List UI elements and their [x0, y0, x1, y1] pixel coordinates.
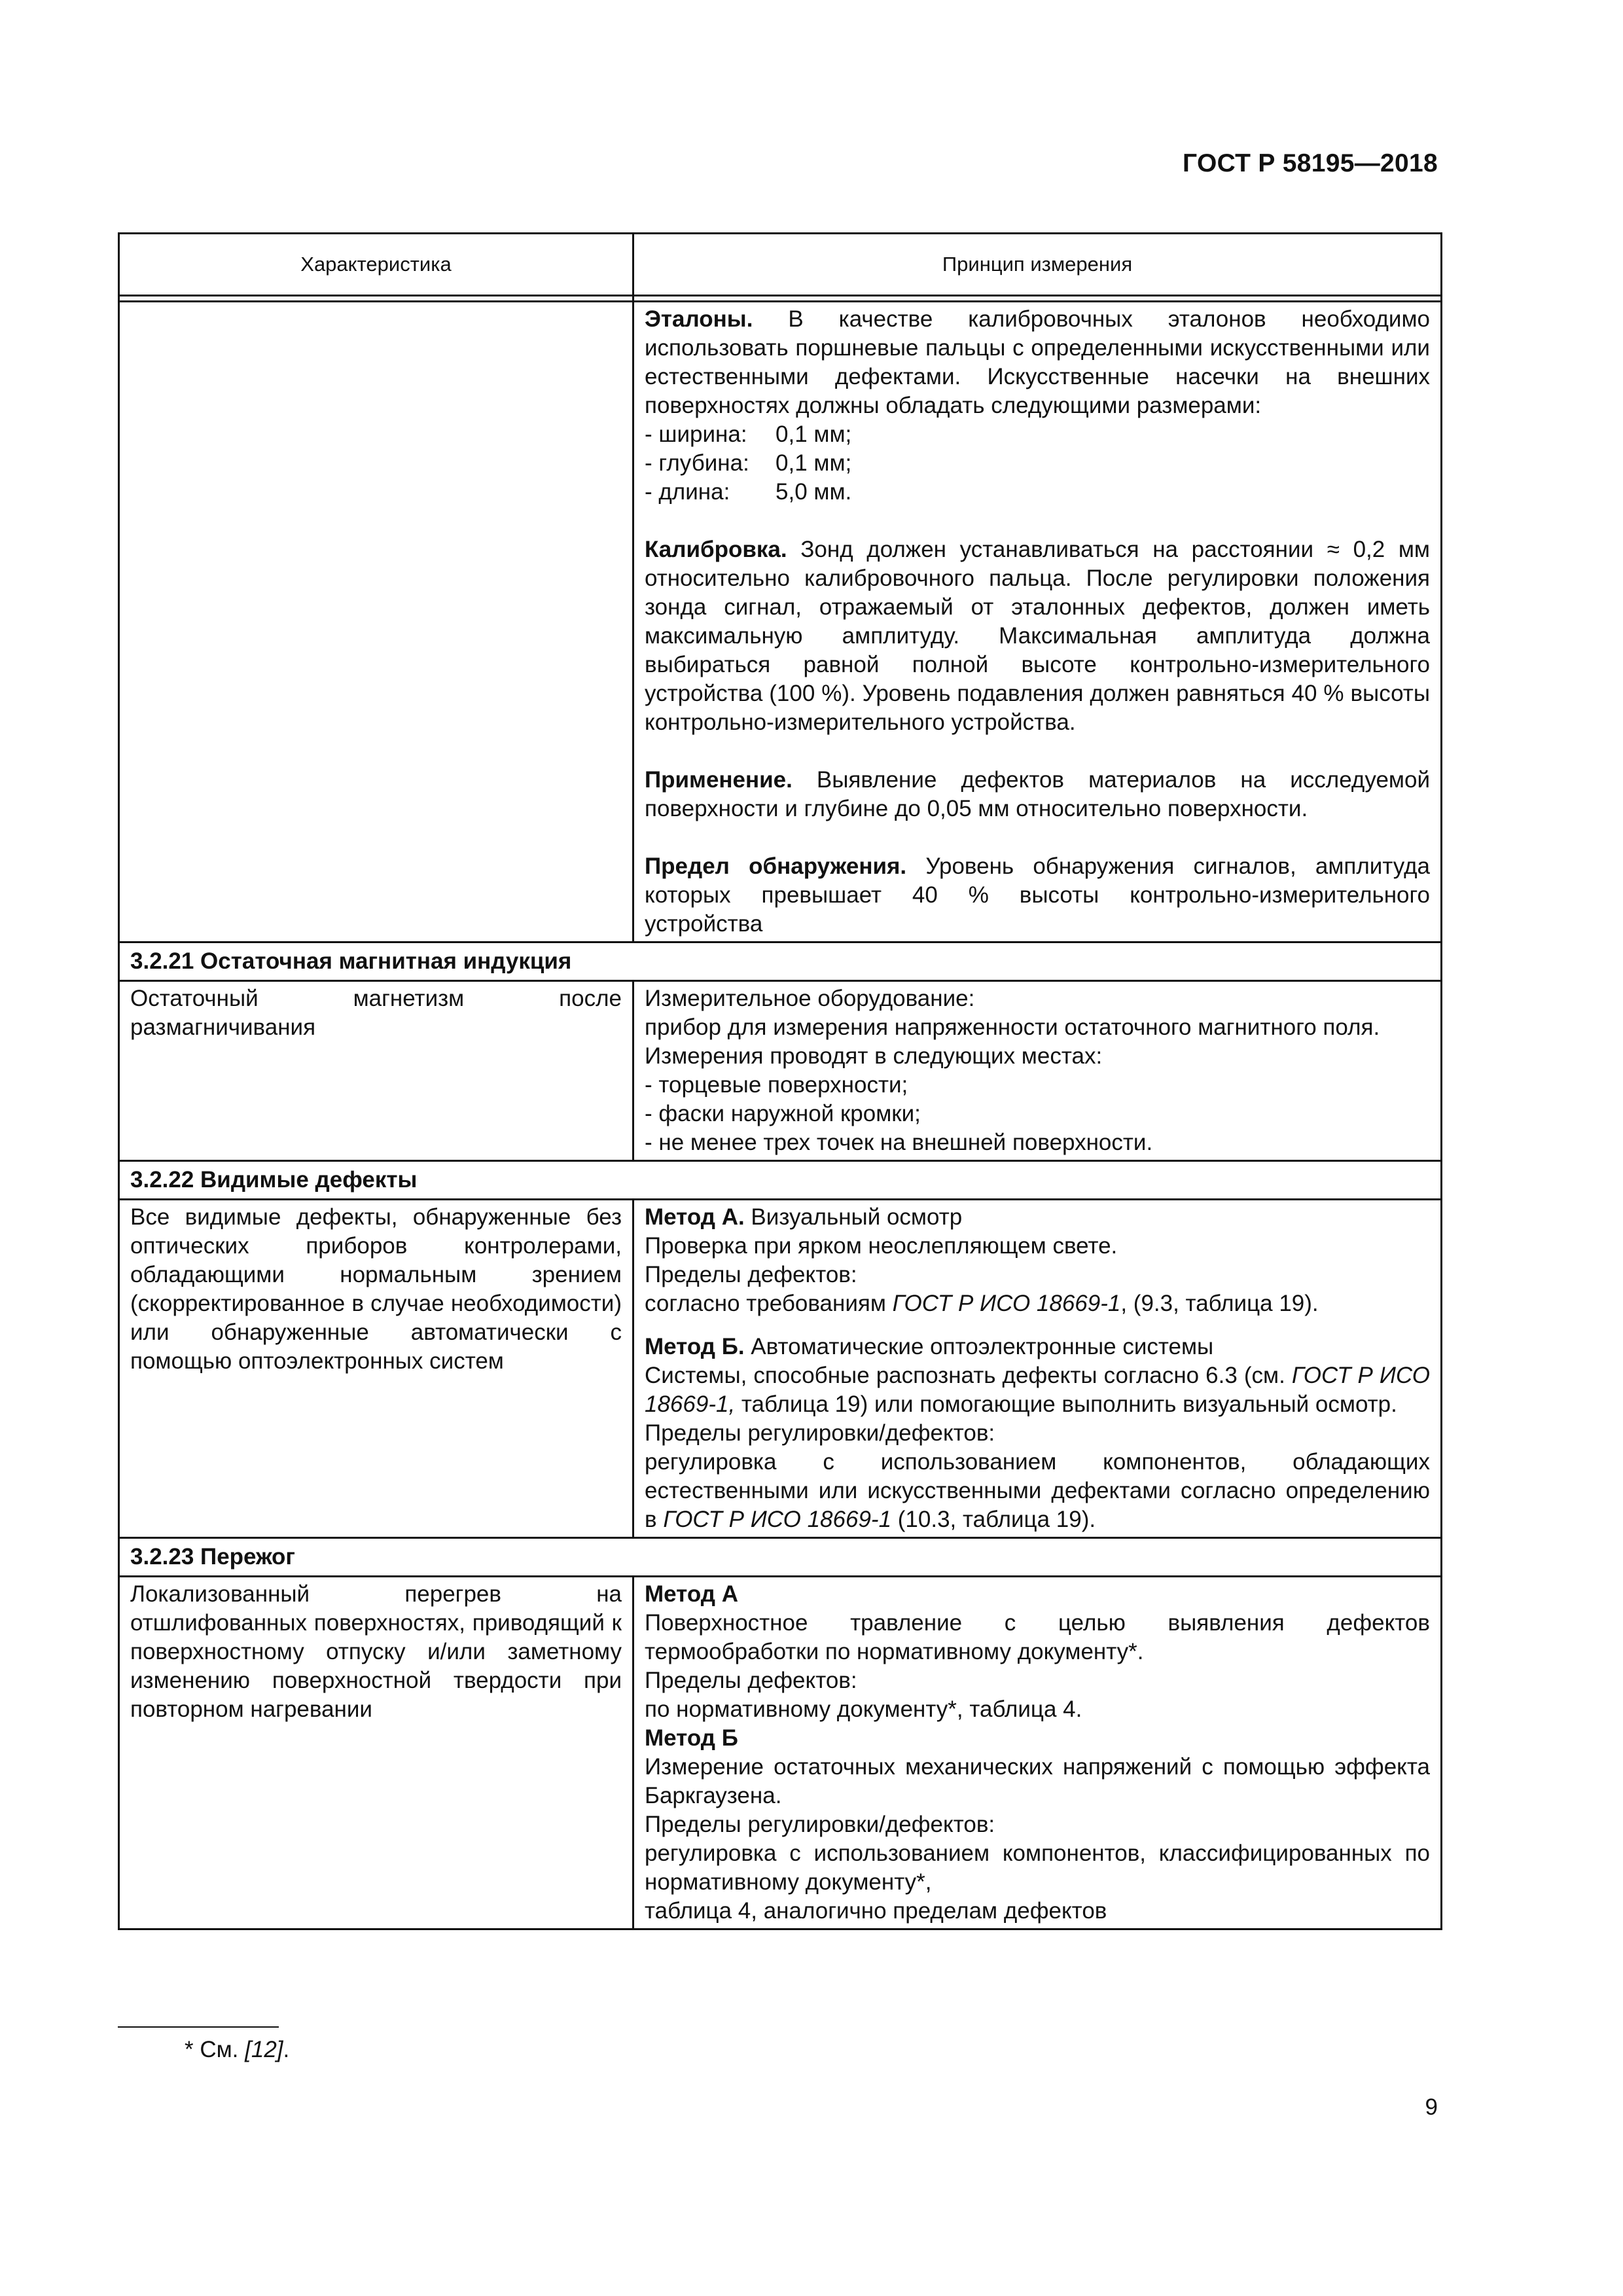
document-id: ГОСТ Р 58195—2018 [1183, 149, 1438, 177]
principle-line [645, 1289, 1430, 1318]
characteristic-cell: Локализованный перегрев на отшлифованных поверхностях, приводящий к поверхностному отпуску и/или заметному изменению поверхностной твердости при повторном нагревании [119, 1577, 633, 1929]
principle-cell [633, 1577, 1442, 1929]
method-b-heading [645, 1333, 1430, 1361]
footnote-mark: * См. [185, 2037, 245, 2062]
principle-line: прибор для измерения напряженности остаточного магнитного поля. [645, 1014, 1380, 1040]
text-span: , (9.3, таблица 19). [1120, 1291, 1319, 1316]
method-a-heading [645, 1203, 1430, 1232]
principle-line: Измерительное оборудование: [645, 986, 975, 1011]
standard-reference: ГОСТ Р ИСО 18669-1 [892, 1291, 1121, 1316]
etalony-paragraph [645, 305, 1430, 420]
principle-line: Пределы дефектов: [645, 1668, 857, 1693]
kalibrovka-text: Зонд должен устанавливаться на расстоянии ≈ 0,2 мм относительно калибровочного пальца. После регулировки положения зонда сигнал, отражаемый от эталонных дефектов, должен иметь максимальную амплитуду. Максимальная амплитуда должна выбираться равной полной высоте контрольно-измерительного устройства (100 %). Уровень подавления должен равняться 40 % высоты контрольно-измерительного устройства. [645, 537, 1430, 735]
principle-cell [633, 1200, 1442, 1538]
dimension-line [645, 420, 1430, 449]
standard-reference: ГОСТ Р ИСО 18669-1 [663, 1507, 892, 1532]
principle-line: по нормативному документу*, таблица 4. [645, 1696, 1082, 1722]
text-span: (10.3, таблица 19). [891, 1507, 1096, 1532]
table-row [119, 1200, 1442, 1538]
dimension-label: - длина: [645, 479, 730, 505]
method-b-name: Автоматические оптоэлектронные системы [744, 1334, 1214, 1359]
page-number: 9 [1425, 2094, 1438, 2120]
dimension-label: - глубина: [645, 450, 749, 476]
kalibrovka-paragraph [645, 535, 1430, 737]
principle-paragraph [645, 1448, 1430, 1534]
principle-line: - фаски наружной кромки; [645, 1101, 921, 1126]
primenenie-text: Выявление дефектов материалов на исследуемой поверхности и глубине до 0,05 мм относительно поверхности. [645, 767, 1430, 821]
principle-paragraph: Поверхностное травление с целью выявления дефектов термообработки по нормативному документу*. [645, 1610, 1430, 1664]
principle-paragraph: регулировка с использованием компонентов, классифицированных по нормативному документу*, [645, 1840, 1430, 1895]
method-a-title: Метод А. [645, 1204, 745, 1230]
principle-cell [633, 981, 1442, 1161]
characteristic-cell [119, 302, 633, 942]
principle-line: - торцевые поверхности; [645, 1072, 908, 1098]
etalony-title: Эталоны. [645, 306, 753, 332]
principle-line: Пределы регулировки/дефектов: [645, 1420, 995, 1446]
table-row [119, 302, 1442, 942]
column-header-characteristic: Характеристика [119, 234, 633, 296]
predel-text: Уровень обнаружения сигналов, амплитуда которых превышает 40 % высоты контрольно-измерительного устройства [645, 853, 1430, 937]
principle-line: Пределы регулировки/дефектов: [645, 1812, 995, 1837]
section-title: 3.2.23 Пережог [119, 1538, 1442, 1577]
header-separator [119, 296, 1442, 302]
method-a-name: Визуальный осмотр [744, 1204, 963, 1230]
text-span: согласно требованиям [645, 1291, 893, 1316]
table-header-row [119, 234, 1442, 296]
standard-reference: ГОСТ Р ИСО 18669-1, [645, 1363, 1431, 1417]
method-a-heading [645, 1580, 1430, 1609]
text-span: Системы, способные распознать дефекты согласно 6.3 (см. [645, 1363, 1292, 1388]
dimension-line [645, 449, 1430, 478]
dimension-value: 0,1 мм; [776, 422, 852, 447]
dimension-label: - ширина: [645, 422, 747, 447]
footnote-reference: [12] [245, 2037, 283, 2062]
section-row-3221 [119, 942, 1442, 981]
footnote [185, 2037, 289, 2063]
method-b-title: Метод Б [645, 1725, 738, 1751]
section-row-3222 [119, 1161, 1442, 1200]
table-row [119, 981, 1442, 1161]
dimension-value: 0,1 мм; [776, 450, 852, 476]
footnote-divider [118, 2026, 279, 2028]
section-title: 3.2.21 Остаточная магнитная индукция [119, 942, 1442, 981]
section-row-3223 [119, 1538, 1442, 1577]
dimension-line [645, 478, 1430, 507]
measurement-table [118, 232, 1442, 1930]
method-a-title: Метод А [645, 1581, 738, 1607]
principle-paragraph [645, 1361, 1430, 1419]
column-header-principle: Принцип измерения [633, 234, 1442, 296]
text-span: регулировка с использованием компонентов, обладающих естественными или искусственными дефектами согласно определению в [645, 1449, 1430, 1532]
principle-line: таблица 4, аналогично пределам дефектов [645, 1898, 1107, 1924]
text-span: таблица 19) или помогающие выполнить визуальный осмотр. [735, 1391, 1397, 1417]
principle-line: Пределы дефектов: [645, 1262, 857, 1287]
predel-title: Предел обнаружения. [645, 853, 907, 879]
method-b-title: Метод Б. [645, 1334, 745, 1359]
principle-line: - не менее трех точек на внешней поверхности. [645, 1130, 1153, 1155]
characteristic-cell: Все видимые дефекты, обнаруженные без оптических приборов контролерами, обладающими нормальным зрением (скорректированное в случае необходимости) или обнаруженные автоматически с помощью оптоэлектронных систем [119, 1200, 633, 1538]
section-title: 3.2.22 Видимые дефекты [119, 1161, 1442, 1200]
principle-paragraph: Измерение остаточных механических напряжений с помощью эффекта Баркгаузена. [645, 1754, 1430, 1808]
principle-line: Измерения проводят в следующих местах: [645, 1043, 1103, 1069]
primenenie-paragraph [645, 766, 1430, 823]
kalibrovka-title: Калибровка. [645, 537, 787, 562]
table-row [119, 1577, 1442, 1929]
etalony-text: В качестве калибровочных эталонов необходимо использовать поршневые пальцы с определенными искусственными или естественными дефектами. Искусственные насечки на внешних поверхностях должны обладать следующими размерами: [645, 306, 1430, 418]
dimension-value: 5,0 мм. [776, 479, 852, 505]
principle-cell [633, 302, 1442, 942]
primenenie-title: Применение. [645, 767, 793, 793]
principle-line: Проверка при ярком неослепляющем свете. [645, 1233, 1118, 1259]
characteristic-cell: Остаточный магнетизм после размагничивания [119, 981, 633, 1161]
method-b-heading [645, 1724, 1430, 1753]
predel-paragraph [645, 852, 1430, 939]
footnote-end: . [283, 2037, 290, 2062]
